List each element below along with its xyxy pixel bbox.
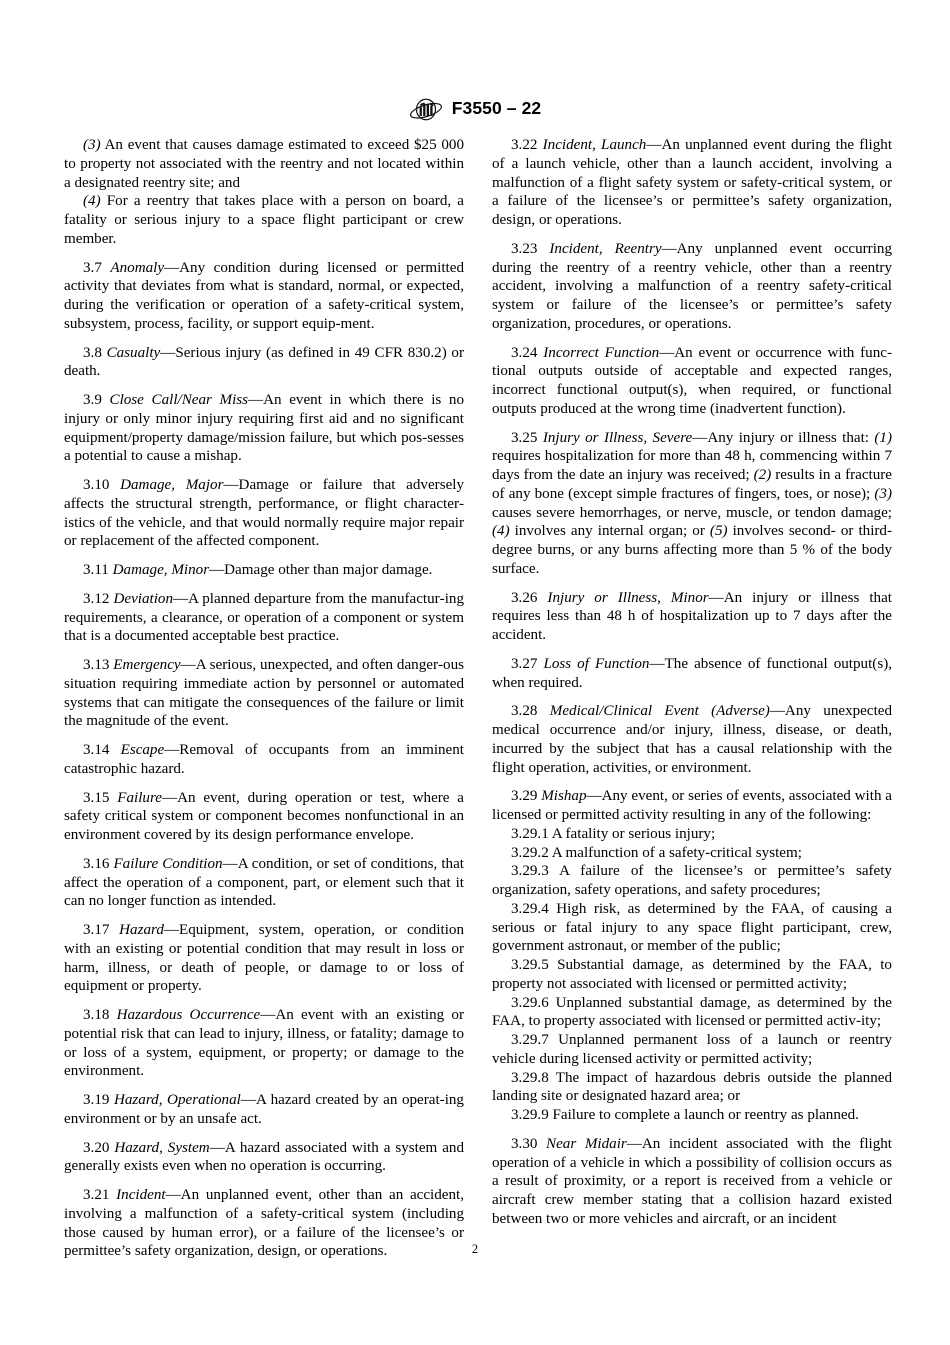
section-number: 3.29.3 <box>511 863 560 880</box>
defined-term: Incorrect Function <box>543 344 660 361</box>
paragraph-text: —Any condition during licensed or permitted activity that deviates from what is standard, normal, or expected, during the verification or operation of a safety-critical system, subsystem, process, facility, or support equip‐ment. <box>64 259 464 332</box>
paragraph-sec-3-17 <box>64 921 464 996</box>
section-number: 3.21 <box>83 1187 117 1203</box>
paragraph-sec-3-29-9 <box>492 1106 892 1125</box>
paragraph-sec-3-29-1 <box>492 825 892 844</box>
paragraph-text: Unplanned permanent loss of a launch or reentry vehicle during licensed activity or permitted activity; <box>492 1032 892 1067</box>
section-number: 3.23 <box>511 240 550 257</box>
defined-term: Damage, Major <box>120 477 224 493</box>
paragraph-text: —Any event, or series of events, associated with a licensed or permitted activity resulting in any of the following: <box>492 788 893 823</box>
astm-logo-icon <box>409 96 443 123</box>
section-number: 3.9 <box>83 392 110 408</box>
paragraph-text: requires hospitalization for more than 48 h, commencing within 7 days from the date an injury was received; <box>492 448 892 483</box>
paragraph-item-4 <box>64 192 464 248</box>
paragraph-text: For a reentry that takes place with a person on board, a fatality or serious injury to a space flight participant or crew member. <box>64 193 464 247</box>
section-number: 3.29 <box>511 788 542 805</box>
paragraph-text: —An unplanned event during the flight of a launch vehicle, other than a launch accident, involving a malfunction of a flight safety system or safety-critical system, or a failure of the licensee’s or permittee’s safety organization, design, or operations. <box>492 137 893 228</box>
paragraph-sec-3-29-4 <box>492 900 892 956</box>
inline-enumerator: (3) <box>874 485 892 502</box>
page-footer <box>0 1243 950 1256</box>
paragraph-text: —A serious, unexpected, and often danger‐ous situation requiring immediate action by personnel or automated systems that can mitigate the consequences of the failure or limit the magnitude of the event. <box>64 657 464 730</box>
paragraph-text: —An event with an existing or potential risk that can lead to injury, illness, or fatality; damage to or loss of a system, equipment, or property; or damage to the environment. <box>64 1007 464 1080</box>
section-number: 3.26 <box>511 589 548 606</box>
section-number: 3.12 <box>83 590 114 607</box>
paragraph-text: —Removal of occupants from an imminent catastrophic hazard. <box>64 742 465 777</box>
paragraph-sec-3-12 <box>64 590 464 646</box>
paragraph-sec-3-30 <box>492 1135 892 1229</box>
paragraph-text: involves any internal organ; or <box>509 523 710 540</box>
section-number: 3.29.8 <box>511 1069 556 1086</box>
paragraph-sec-3-19 <box>64 1091 464 1129</box>
paragraph-text: —A planned departure from the manufactur‐ing requirements, a clearance, or operation of a component or system that is a documented acceptable best practice. <box>64 590 464 645</box>
section-number: 3.29.5 <box>511 957 558 973</box>
paragraph-text: A malfunction of a safety-critical system; <box>551 844 802 861</box>
section-number: 3.8 <box>83 344 107 361</box>
defined-term: Injury or Illness, Severe <box>542 429 693 446</box>
defined-term: Medical/Clinical Event (Adverse) <box>549 703 770 720</box>
paragraph-text: —An event or occurrence with func‐tional outputs outside of acceptable and expected ranges, incorrect functional output(s), when required, or functional outputs produced at the wrong time (inadvertent function). <box>492 344 893 417</box>
paragraph-text: A failure of the licensee’s or permittee’s safety organization, safety operations, and safety procedures; <box>492 863 892 898</box>
paragraph-text: —A hazard associated with a system and generally exists even when no operation is occurring. <box>64 1139 464 1175</box>
inline-enumerator: (1) <box>874 429 893 446</box>
page-header <box>0 92 950 126</box>
section-number: 3.29.2 <box>511 844 552 861</box>
paragraph-text: Unplanned substantial damage, as determined by the FAA, to property associated with licensed or permitted activ‐ity; <box>492 994 892 1030</box>
defined-term: Failure <box>117 789 162 806</box>
paragraph-sec-3-29-5 <box>492 956 892 994</box>
defined-term: Incident, Launch <box>542 137 647 153</box>
paragraph-sec-3-28 <box>492 702 892 777</box>
inline-enumerator: (5) <box>709 523 728 540</box>
left-column <box>64 136 464 1261</box>
paragraph-sec-3-15 <box>64 789 464 845</box>
defined-term: Incident <box>116 1187 166 1203</box>
paragraph-text: —An incident associated with the flight operation of a vehicle in which a possibility of collision occurs as a result of proximity, or a report is received from a vehicle or aircraft crew member stating that a collision hazard existed between two or more vehicles and aircraft, or an incident <box>492 1135 893 1227</box>
section-number: 3.29.7 <box>511 1032 559 1048</box>
paragraph-text: —The absence of functional output(s), when required. <box>492 655 892 691</box>
section-number: 3.14 <box>83 742 121 758</box>
paragraph-text: —A hazard created by an operat‐ing environment or by an unsafe act. <box>64 1092 464 1127</box>
defined-term: Damage, Minor <box>112 562 210 578</box>
paragraph-text: —Any injury or illness that: <box>692 429 875 446</box>
paragraph-text: Failure to complete a launch or reentry as planned. <box>552 1107 859 1123</box>
defined-term: Emergency <box>113 657 181 673</box>
paragraph-text: —An unplanned event, other than an accident, involving a malfunction of a safety-critical system (including those caused by human error), or a failure of the licensee’s or permittee’s safety organization, design, or operations. <box>64 1187 465 1260</box>
paragraph-text: Substantial damage, as determined by the FAA, to property not associated with licensed or permitted activity; <box>492 957 892 992</box>
inline-enumerator: (4) <box>492 523 510 540</box>
section-number: 3.25 <box>511 429 543 446</box>
paragraph-sec-3-22 <box>492 136 892 230</box>
paragraph-sec-3-11 <box>64 561 464 580</box>
paragraph-sec-3-26 <box>492 589 892 645</box>
defined-term: Near Midair <box>546 1135 627 1152</box>
paragraph-sec-3-9 <box>64 391 464 466</box>
section-number: 3.10 <box>83 477 121 493</box>
section-number: 3.20 <box>83 1139 115 1156</box>
paragraph-text: —Any unexpected medical occurrence and/or injury, illness, disease, or death, incurred by the subject that has a causal relationship with the flight operation, activities, or environment. <box>492 703 893 776</box>
paragraph-sec-3-7 <box>64 259 464 334</box>
paragraph-text: —An event, during operation or test, where a safety critical system or component becomes nonfunctional in an environment covered by its design performance envelope. <box>64 789 465 843</box>
section-number: 3.11 <box>83 562 113 578</box>
page-number: 2 <box>471 1242 479 1256</box>
section-number: 3.7 <box>83 259 111 276</box>
defined-term: Incident, Reentry <box>549 240 662 257</box>
section-number: 3.22 <box>511 137 543 153</box>
section-number: 3.29.4 <box>511 900 557 917</box>
paragraph-sec-3-29-7 <box>492 1031 892 1069</box>
defined-term: Hazard <box>119 922 164 938</box>
section-number: 3.29.6 <box>511 994 556 1011</box>
paragraph-sec-3-29-8 <box>492 1069 892 1107</box>
paragraph-sec-3-29-3 <box>492 862 892 900</box>
defined-term: Hazard, Operational <box>113 1092 241 1108</box>
paragraph-text: —Equipment, system, operation, or condition with an existing or potential condition that may result in loss or harm, illness, or death of people, or damage to or loss of equipment or property. <box>64 922 464 995</box>
section-number: 3.13 <box>83 657 114 673</box>
defined-term: Injury or Illness, Minor <box>547 589 709 606</box>
paragraph-sec-3-29 <box>492 787 892 825</box>
paragraph-text: —Serious injury (as defined in 49 CFR 830.2) or death. <box>64 344 464 380</box>
section-number: 3.24 <box>511 344 544 361</box>
paragraph-text: An event that causes damage estimated to exceed $25 000 to property not associated with the reentry and not located within a designated reentry site; and <box>64 137 464 191</box>
paragraph-sec-3-16 <box>64 855 464 911</box>
defined-term: Close Call/Near Miss <box>109 392 249 408</box>
section-number: 3.29.9 <box>511 1107 553 1123</box>
defined-term: Hazard, System <box>114 1139 210 1156</box>
right-column <box>492 136 892 1261</box>
paragraph-item-3 <box>64 136 464 192</box>
paragraph-text: The impact of hazardous debris outside the planned landing site or designated hazard area; or <box>492 1069 892 1105</box>
inline-enumerator: (2) <box>753 467 772 483</box>
paragraph-sec-3-23 <box>492 240 892 334</box>
paragraph-text: High risk, as determined by the FAA, of causing a serious or fatal injury to any space flight participant, crew, government astronaut, or member of the public; <box>492 900 892 955</box>
paragraph-text: A fatality or serious injury; <box>551 825 716 842</box>
paragraph-enumerator: (3) <box>83 137 101 153</box>
paragraph-text: —Any unplanned event occurring during the reentry of a reentry vehicle, other than a reentry accident, involving a malfunction of a reentry safety-critical system or failure of the licensee’s or permittee’s safety organization, procedures, or operations. <box>492 240 892 332</box>
section-number: 3.18 <box>83 1007 117 1023</box>
defined-term: Anomaly <box>110 259 165 276</box>
paragraph-sec-3-20 <box>64 1139 464 1177</box>
paragraph-text: involves second- or third-degree burns, or any burns affecting more than 5 % of the body surface. <box>492 523 892 577</box>
paragraph-sec-3-18 <box>64 1006 464 1081</box>
two-column-body <box>64 136 892 1261</box>
paragraph-text: results in a fracture of any bone (except simple fractures of fingers, toes, or nose); <box>492 467 892 502</box>
paragraph-text: —Damage other than major damage. <box>209 562 433 578</box>
paragraph-text: —A condition, or set of conditions, that affect the operation of a component, part, or element such that it can no longer function as intended. <box>64 855 464 910</box>
paragraph-sec-3-8 <box>64 344 464 382</box>
defined-term: Hazardous Occurrence <box>116 1007 261 1023</box>
paragraph-text: —An injury or illness that requires less than 48 h of hospitalization up to 7 days after the accident. <box>492 589 893 643</box>
paragraph-sec-3-29-2 <box>492 844 892 863</box>
paragraph-text: causes severe hemorrhages, or nerve, muscle, or tendon damage; <box>492 504 892 521</box>
paragraph-sec-3-25 <box>492 429 892 579</box>
section-number: 3.19 <box>83 1092 114 1108</box>
paragraph-sec-3-29-6 <box>492 994 892 1032</box>
section-number: 3.30 <box>511 1135 547 1152</box>
section-number: 3.17 <box>83 922 120 938</box>
section-number: 3.27 <box>511 655 544 672</box>
section-number: 3.28 <box>511 703 550 720</box>
defined-term: Escape <box>120 742 165 758</box>
defined-term: Deviation <box>113 590 173 607</box>
defined-term: Loss of Function <box>543 655 650 672</box>
defined-term: Mishap <box>541 788 587 805</box>
defined-term: Casualty <box>106 344 161 361</box>
paragraph-sec-3-24 <box>492 344 892 419</box>
section-number: 3.15 <box>83 789 118 806</box>
paragraph-text: —Damage or failure that adversely affects the structural strength, performance, or flight character‐istics of the vehicle, and that would normally require major repair or replacement of the affected component. <box>64 477 465 550</box>
section-number: 3.16 <box>83 855 114 872</box>
section-number: 3.29.1 <box>511 825 552 842</box>
paragraph-sec-3-13 <box>64 656 464 731</box>
paragraph-text: —An event in which there is no injury or only minor injury requiring first aid and no significant equipment/property damage/mission failure, but which pos‐sesses a potential to cause a mishap. <box>64 392 465 465</box>
paragraph-enumerator: (4) <box>83 193 101 210</box>
paragraph-sec-3-14 <box>64 741 464 779</box>
paragraph-sec-3-27 <box>492 655 892 693</box>
paragraph-sec-3-10 <box>64 476 464 551</box>
defined-term: Failure Condition <box>113 855 223 872</box>
document-id: F3550 – 22 <box>451 98 542 119</box>
